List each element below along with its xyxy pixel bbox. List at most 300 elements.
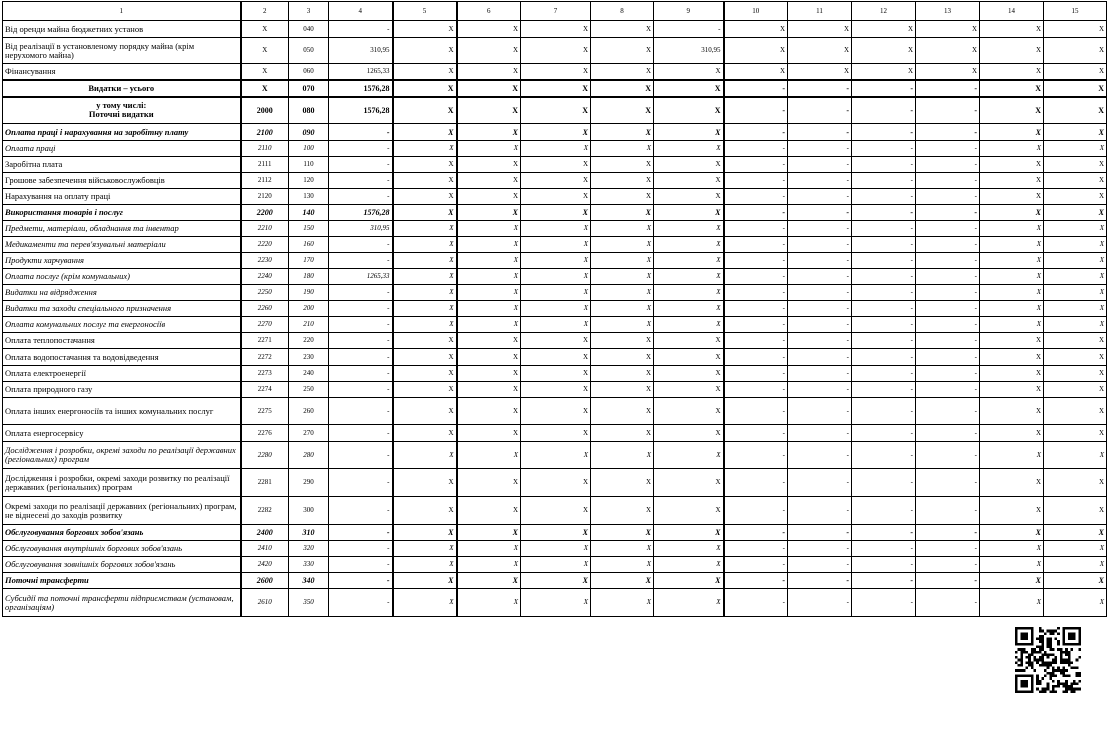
value-cell: X xyxy=(457,38,521,64)
value-cell: - xyxy=(788,497,852,525)
value-cell: X xyxy=(591,573,654,589)
value-cell: X xyxy=(980,442,1044,469)
value-cell: X xyxy=(457,205,521,221)
value-cell: X xyxy=(654,221,724,237)
value-cell: X xyxy=(591,141,654,157)
value-cell: - xyxy=(788,269,852,285)
value-cell: X xyxy=(591,301,654,317)
value-cell: - xyxy=(329,173,393,189)
qr-code xyxy=(1015,627,1081,693)
line-code: 130 xyxy=(289,189,329,205)
kekv-code: 2400 xyxy=(241,525,289,541)
header-cell: 12 xyxy=(852,2,916,21)
value-cell: X xyxy=(393,317,457,333)
value-cell: - xyxy=(329,317,393,333)
value-cell: X xyxy=(521,38,591,64)
line-code: 300 xyxy=(289,497,329,525)
value-cell: - xyxy=(329,525,393,541)
table-row xyxy=(3,349,1107,366)
table-row xyxy=(3,97,1107,124)
value-cell: - xyxy=(724,189,788,205)
value-cell: X xyxy=(724,38,788,64)
value-cell: X xyxy=(852,21,916,38)
value-cell: X xyxy=(654,64,724,80)
kekv-code: 2200 xyxy=(241,205,289,221)
kekv-code: 2120 xyxy=(241,189,289,205)
line-code: 140 xyxy=(289,205,329,221)
value-cell: - xyxy=(852,205,916,221)
value-cell: X xyxy=(654,301,724,317)
value-cell: - xyxy=(329,237,393,253)
value-cell: X xyxy=(980,189,1044,205)
value-cell: - xyxy=(329,253,393,269)
table-row xyxy=(3,221,1107,237)
value-cell: X xyxy=(457,21,521,38)
kekv-code: 2112 xyxy=(241,173,289,189)
row-label: Предмети, матеріали, обладнання та інвентар xyxy=(3,221,241,237)
row-label: Дослідження і розробки, окремі заходи розвитку по реалізації державних (регіональних) програм xyxy=(3,469,241,497)
value-cell: X xyxy=(521,349,591,366)
value-cell: - xyxy=(724,525,788,541)
value-cell: - xyxy=(916,333,980,349)
table-body xyxy=(3,2,1107,617)
value-cell: X xyxy=(980,525,1044,541)
row-label: Нарахування на оплату праці xyxy=(3,189,241,205)
value-cell: X xyxy=(591,189,654,205)
value-cell: 310,95 xyxy=(329,38,393,64)
line-code: 060 xyxy=(289,64,329,80)
table-row xyxy=(3,425,1107,442)
value-cell: - xyxy=(916,442,980,469)
value-cell: - xyxy=(329,301,393,317)
value-cell: X xyxy=(393,333,457,349)
value-cell: - xyxy=(916,253,980,269)
value-cell: - xyxy=(724,237,788,253)
value-cell: X xyxy=(393,398,457,425)
header-row xyxy=(3,2,1107,21)
value-cell: X xyxy=(980,157,1044,173)
row-label: Оплата інших енергоносіїв та інших комунальних послуг xyxy=(3,398,241,425)
line-code: 050 xyxy=(289,38,329,64)
value-cell: - xyxy=(916,366,980,382)
value-cell: X xyxy=(521,525,591,541)
kekv-code: 2272 xyxy=(241,349,289,366)
value-cell: X xyxy=(457,497,521,525)
row-label: Оплата водопостачання та водовідведення xyxy=(3,349,241,366)
value-cell: X xyxy=(1044,285,1107,301)
header-cell: 8 xyxy=(591,2,654,21)
value-cell: X xyxy=(521,497,591,525)
row-label: Обслуговування зовнішніх боргових зобов'язань xyxy=(3,557,241,573)
value-cell: X xyxy=(654,366,724,382)
line-code: 150 xyxy=(289,221,329,237)
value-cell: - xyxy=(916,425,980,442)
line-code: 120 xyxy=(289,173,329,189)
value-cell: X xyxy=(457,64,521,80)
row-label: Видатки на відрядження xyxy=(3,285,241,301)
value-cell: X xyxy=(457,398,521,425)
table-row xyxy=(3,525,1107,541)
value-cell: X xyxy=(591,333,654,349)
value-cell: - xyxy=(852,333,916,349)
kekv-code: 2274 xyxy=(241,382,289,398)
kekv-code: 2600 xyxy=(241,573,289,589)
value-cell: X xyxy=(591,317,654,333)
value-cell: X xyxy=(654,541,724,557)
value-cell: X xyxy=(654,442,724,469)
value-cell: - xyxy=(329,541,393,557)
value-cell: X xyxy=(1044,80,1107,97)
line-code: 330 xyxy=(289,557,329,573)
value-cell: X xyxy=(1044,497,1107,525)
value-cell: X xyxy=(1044,366,1107,382)
value-cell: X xyxy=(654,589,724,617)
value-cell: X xyxy=(521,285,591,301)
table-row xyxy=(3,80,1107,97)
line-code: 190 xyxy=(289,285,329,301)
value-cell: - xyxy=(852,173,916,189)
value-cell: X xyxy=(521,382,591,398)
header-cell: 13 xyxy=(916,2,980,21)
value-cell: X xyxy=(980,221,1044,237)
value-cell: X xyxy=(457,366,521,382)
row-label: Фінансування xyxy=(3,64,241,80)
value-cell: - xyxy=(788,237,852,253)
line-code: 230 xyxy=(289,349,329,366)
row-label: Заробітна плата xyxy=(3,157,241,173)
value-cell: X xyxy=(1044,525,1107,541)
table-row xyxy=(3,253,1107,269)
value-cell: - xyxy=(788,469,852,497)
value-cell: X xyxy=(521,557,591,573)
value-cell: X xyxy=(1044,301,1107,317)
value-cell: - xyxy=(329,442,393,469)
value-cell: - xyxy=(916,349,980,366)
value-cell: X xyxy=(393,97,457,124)
value-cell: X xyxy=(521,21,591,38)
value-cell: - xyxy=(329,349,393,366)
row-label: Видатки – усього xyxy=(3,80,241,97)
value-cell: X xyxy=(654,349,724,366)
value-cell: - xyxy=(329,157,393,173)
table-row xyxy=(3,573,1107,589)
kekv-code: X xyxy=(241,80,289,97)
value-cell: - xyxy=(788,205,852,221)
value-cell: X xyxy=(521,469,591,497)
kekv-code: 2240 xyxy=(241,269,289,285)
value-cell: - xyxy=(724,97,788,124)
row-label: Обслуговування боргових зобов'язань xyxy=(3,525,241,541)
kekv-code: 2271 xyxy=(241,333,289,349)
value-cell: - xyxy=(788,425,852,442)
value-cell: - xyxy=(916,237,980,253)
value-cell: X xyxy=(980,124,1044,141)
kekv-code: 2420 xyxy=(241,557,289,573)
value-cell: - xyxy=(788,124,852,141)
value-cell: X xyxy=(654,205,724,221)
value-cell: X xyxy=(393,173,457,189)
row-label: Обслуговування внутрішніх боргових зобов'язань xyxy=(3,541,241,557)
table-row xyxy=(3,382,1107,398)
value-cell: - xyxy=(329,589,393,617)
value-cell: X xyxy=(916,64,980,80)
value-cell: - xyxy=(329,469,393,497)
row-label: Видатки та заходи спеціального призначення xyxy=(3,301,241,317)
value-cell: - xyxy=(916,157,980,173)
value-cell: - xyxy=(852,497,916,525)
value-cell: X xyxy=(980,301,1044,317)
value-cell: X xyxy=(654,97,724,124)
row-label: у тому числі: Поточні видатки xyxy=(3,97,241,124)
kekv-code: 2111 xyxy=(241,157,289,173)
line-code: 270 xyxy=(289,425,329,442)
value-cell: X xyxy=(654,525,724,541)
value-cell: X xyxy=(654,382,724,398)
value-cell: - xyxy=(329,124,393,141)
value-cell: X xyxy=(1044,157,1107,173)
kekv-code: 2270 xyxy=(241,317,289,333)
table-row xyxy=(3,189,1107,205)
value-cell: - xyxy=(916,525,980,541)
value-cell: X xyxy=(1044,189,1107,205)
value-cell: X xyxy=(457,557,521,573)
row-label: Оплата праці xyxy=(3,141,241,157)
value-cell: - xyxy=(852,124,916,141)
value-cell: X xyxy=(980,541,1044,557)
value-cell: X xyxy=(521,80,591,97)
value-cell: - xyxy=(788,525,852,541)
value-cell: X xyxy=(591,557,654,573)
line-code: 070 xyxy=(289,80,329,97)
value-cell: X xyxy=(1044,221,1107,237)
value-cell: - xyxy=(852,269,916,285)
header-cell: 5 xyxy=(393,2,457,21)
value-cell: - xyxy=(852,285,916,301)
table-row xyxy=(3,557,1107,573)
value-cell: - xyxy=(788,189,852,205)
value-cell: X xyxy=(457,525,521,541)
value-cell: X xyxy=(521,573,591,589)
value-cell: - xyxy=(329,382,393,398)
value-cell: - xyxy=(916,589,980,617)
row-label: Оплата праці і нарахування на заробітну плату xyxy=(3,124,241,141)
table-row xyxy=(3,285,1107,301)
value-cell: - xyxy=(788,382,852,398)
value-cell: X xyxy=(457,141,521,157)
table-row xyxy=(3,237,1107,253)
value-cell: - xyxy=(852,398,916,425)
table-row xyxy=(3,141,1107,157)
line-code: 210 xyxy=(289,317,329,333)
value-cell: - xyxy=(788,141,852,157)
value-cell: X xyxy=(521,237,591,253)
value-cell: X xyxy=(1044,333,1107,349)
value-cell: X xyxy=(980,141,1044,157)
kekv-code: 2282 xyxy=(241,497,289,525)
value-cell: - xyxy=(724,349,788,366)
value-cell: X xyxy=(457,173,521,189)
value-cell: X xyxy=(980,269,1044,285)
value-cell: X xyxy=(457,425,521,442)
value-cell: X xyxy=(521,589,591,617)
value-cell: X xyxy=(591,97,654,124)
value-cell: X xyxy=(591,221,654,237)
table-row xyxy=(3,541,1107,557)
value-cell: - xyxy=(916,189,980,205)
value-cell: X xyxy=(852,64,916,80)
value-cell: - xyxy=(852,573,916,589)
value-cell: X xyxy=(654,398,724,425)
header-cell: 11 xyxy=(788,2,852,21)
value-cell: - xyxy=(916,285,980,301)
value-cell: - xyxy=(852,382,916,398)
value-cell: - xyxy=(654,21,724,38)
value-cell: X xyxy=(654,173,724,189)
value-cell: X xyxy=(724,64,788,80)
value-cell: - xyxy=(916,205,980,221)
value-cell: X xyxy=(1044,349,1107,366)
value-cell: X xyxy=(521,205,591,221)
kekv-code: X xyxy=(241,21,289,38)
value-cell: X xyxy=(654,157,724,173)
value-cell: X xyxy=(980,469,1044,497)
value-cell: X xyxy=(393,442,457,469)
row-label: Оплата теплопостачання xyxy=(3,333,241,349)
value-cell: X xyxy=(521,541,591,557)
value-cell: X xyxy=(980,21,1044,38)
value-cell: X xyxy=(393,366,457,382)
header-cell: 1 xyxy=(3,2,241,21)
header-cell: 14 xyxy=(980,2,1044,21)
value-cell: X xyxy=(591,269,654,285)
kekv-code: 2280 xyxy=(241,442,289,469)
value-cell: - xyxy=(916,173,980,189)
value-cell: X xyxy=(788,21,852,38)
value-cell: X xyxy=(393,237,457,253)
value-cell: X xyxy=(521,398,591,425)
value-cell: X xyxy=(1044,317,1107,333)
value-cell: X xyxy=(654,269,724,285)
value-cell: X xyxy=(1044,442,1107,469)
value-cell: - xyxy=(724,497,788,525)
table-row xyxy=(3,317,1107,333)
value-cell: X xyxy=(852,38,916,64)
value-cell: X xyxy=(457,317,521,333)
value-cell: - xyxy=(329,366,393,382)
value-cell: X xyxy=(980,237,1044,253)
value-cell: X xyxy=(591,382,654,398)
value-cell: - xyxy=(724,221,788,237)
value-cell: X xyxy=(393,285,457,301)
value-cell: X xyxy=(591,64,654,80)
value-cell: X xyxy=(393,469,457,497)
value-cell: X xyxy=(457,80,521,97)
value-cell: - xyxy=(788,398,852,425)
value-cell: X xyxy=(521,442,591,469)
value-cell: X xyxy=(457,442,521,469)
value-cell: X xyxy=(521,97,591,124)
value-cell: X xyxy=(591,124,654,141)
table-row xyxy=(3,333,1107,349)
value-cell: X xyxy=(393,124,457,141)
kekv-code: 2100 xyxy=(241,124,289,141)
value-cell: X xyxy=(980,64,1044,80)
value-cell: X xyxy=(521,189,591,205)
value-cell: X xyxy=(654,333,724,349)
value-cell: 1265,33 xyxy=(329,269,393,285)
value-cell: X xyxy=(980,557,1044,573)
value-cell: X xyxy=(457,541,521,557)
value-cell: - xyxy=(788,97,852,124)
header-cell: 6 xyxy=(457,2,521,21)
line-code: 160 xyxy=(289,237,329,253)
value-cell: - xyxy=(724,557,788,573)
value-cell: X xyxy=(457,97,521,124)
value-cell: - xyxy=(852,589,916,617)
value-cell: X xyxy=(980,333,1044,349)
value-cell: - xyxy=(724,541,788,557)
value-cell: - xyxy=(788,285,852,301)
value-cell: X xyxy=(1044,573,1107,589)
value-cell: X xyxy=(1044,589,1107,617)
kekv-code: X xyxy=(241,38,289,64)
value-cell: X xyxy=(1044,237,1107,253)
value-cell: X xyxy=(654,80,724,97)
table-row xyxy=(3,442,1107,469)
value-cell: X xyxy=(591,541,654,557)
value-cell: - xyxy=(724,317,788,333)
value-cell: X xyxy=(591,497,654,525)
value-cell: X xyxy=(1044,253,1107,269)
value-cell: - xyxy=(852,557,916,573)
value-cell: - xyxy=(724,205,788,221)
kekv-code: 2281 xyxy=(241,469,289,497)
value-cell: - xyxy=(724,333,788,349)
kekv-code: 2273 xyxy=(241,366,289,382)
line-code: 340 xyxy=(289,573,329,589)
value-cell: X xyxy=(1044,97,1107,124)
value-cell: - xyxy=(788,573,852,589)
value-cell: - xyxy=(724,141,788,157)
line-code: 090 xyxy=(289,124,329,141)
value-cell: X xyxy=(654,317,724,333)
table-row xyxy=(3,64,1107,80)
value-cell: - xyxy=(916,317,980,333)
value-cell: X xyxy=(980,589,1044,617)
kekv-code: 2276 xyxy=(241,425,289,442)
value-cell: X xyxy=(1044,425,1107,442)
value-cell: - xyxy=(852,317,916,333)
value-cell: - xyxy=(724,301,788,317)
value-cell: - xyxy=(724,589,788,617)
value-cell: X xyxy=(788,38,852,64)
value-cell: X xyxy=(521,425,591,442)
table-row xyxy=(3,157,1107,173)
value-cell: - xyxy=(916,541,980,557)
value-cell: - xyxy=(788,349,852,366)
value-cell: X xyxy=(1044,469,1107,497)
row-label: Поточні трансферти xyxy=(3,573,241,589)
value-cell: X xyxy=(654,573,724,589)
kekv-code: 2230 xyxy=(241,253,289,269)
table-row xyxy=(3,497,1107,525)
value-cell: X xyxy=(393,141,457,157)
value-cell: - xyxy=(852,366,916,382)
kekv-code: 2410 xyxy=(241,541,289,557)
value-cell: - xyxy=(724,285,788,301)
value-cell: - xyxy=(916,124,980,141)
value-cell: X xyxy=(457,157,521,173)
